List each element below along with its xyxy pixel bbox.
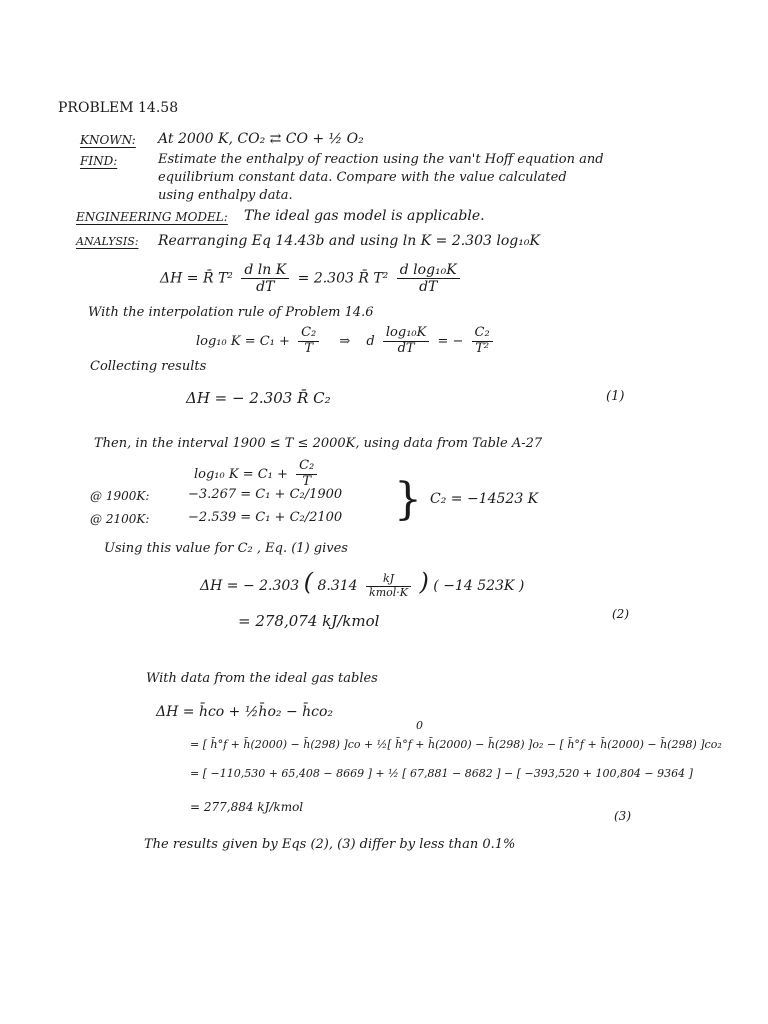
eq-tag-1: (1) xyxy=(606,389,625,404)
enthalpy-expansion: = [ h̄°f + h̄(2000) − h̄(298) ]co + ½[ h̄°f + h̄(2000) − h̄(298) ]o₂ − [ h̄°f + h̄(2000) − h̄(298) ]co₂ xyxy=(190,738,722,751)
eq1-mid: = 2.303 R̄ T² xyxy=(297,270,389,287)
interpolation-equation: log₁₀ K = C₁ + $\frac{\text{C₂}}{T}$ ⇒ d $\frac{\text{log₁₀K}}{dT}$ = − $\frac{\text{C₂}}{\text{T²}}$ xyxy=(196,326,497,357)
data-row-eq-1900: −3.267 = C₁ + C₂/1900 xyxy=(188,487,343,502)
eq1-fraction-2: $\frac{\text{d log₁₀K}}{dT}$ xyxy=(397,262,460,295)
known-text: At 2000 K, CO₂ ⇄ CO + ½ O₂ xyxy=(158,131,364,147)
analysis-intro: Rearranging Eq 14.43b and using ln K = 2.303 log₁₀K xyxy=(158,233,540,249)
conclusion: The results given by Eqs (2), (3) differ by less than 0.1% xyxy=(144,837,516,852)
find-line-1: Estimate the enthalpy of reaction using the van't Hoff equation and xyxy=(158,152,604,167)
interval-text: Then, in the interval 1900 ≤ T ≤ 2000K, using data from Table A-27 xyxy=(94,436,543,451)
model-label: ENGINEERING MODEL: xyxy=(76,210,228,224)
using-text: Using this value for C₂ , Eq. (1) gives xyxy=(104,541,348,556)
vant-hoff-equation xyxy=(160,262,464,295)
enthalpy-result-3: = 277,884 kJ/kmol xyxy=(190,800,304,814)
enthalpy-equation: ΔH = − 2.303 ( 8.314 $\frac{kJ}{\text{kmol·K}}$ ) ( −14 523K ) xyxy=(200,568,525,599)
zero-mark: 0 xyxy=(416,719,423,732)
brace: } xyxy=(394,474,422,525)
eq-tag-2: (2) xyxy=(612,607,629,621)
model-text: The ideal gas model is applicable. xyxy=(244,208,485,224)
data-row-label-1900: @ 1900K: xyxy=(90,489,150,503)
data-row-eq-2100: −2.539 = C₁ + C₂/2100 xyxy=(188,510,343,525)
result-1: ΔH = − 2.303 R̄ C₂ xyxy=(186,389,331,407)
eq1-lhs: ΔH = R̄ T² xyxy=(160,270,233,287)
find-label: FIND: xyxy=(80,154,118,168)
problem-title: PROBLEM 14.58 xyxy=(58,100,179,116)
log-k-equation: log₁₀ K = C₁ + $\frac{\text{C₂}}{T}$ xyxy=(194,459,321,490)
collecting-text: Collecting results xyxy=(90,359,207,374)
eq-tag-3: (3) xyxy=(614,809,631,823)
enthalpy-balance: ΔH = h̄co + ½h̄o₂ − h̄co₂ xyxy=(156,704,334,720)
c2-result: C₂ = −14523 K xyxy=(430,491,539,507)
eq1-fraction-1: $\frac{\text{d ln K}}{dT}$ xyxy=(241,262,289,295)
known-label: KNOWN: xyxy=(80,133,136,147)
enthalpy-numeric: = [ −110,530 + 65,408 − 8669 ] + ½ [ 67,881 − 8682 ] − [ −393,520 + 100,804 − 9364 ] xyxy=(190,767,693,780)
find-line-2: equilibrium constant data. Compare with the value calculated xyxy=(158,170,567,185)
ideal-gas-text: With data from the ideal gas tables xyxy=(146,671,378,686)
find-line-3: using enthalpy data. xyxy=(158,188,293,203)
enthalpy-result-2: = 278,074 kJ/kmol xyxy=(238,612,380,630)
analysis-label: ANALYSIS: xyxy=(76,235,139,248)
interpolation-text: With the interpolation rule of Problem 14.6 xyxy=(88,305,374,320)
data-row-label-2100: @ 2100K: xyxy=(90,512,150,526)
